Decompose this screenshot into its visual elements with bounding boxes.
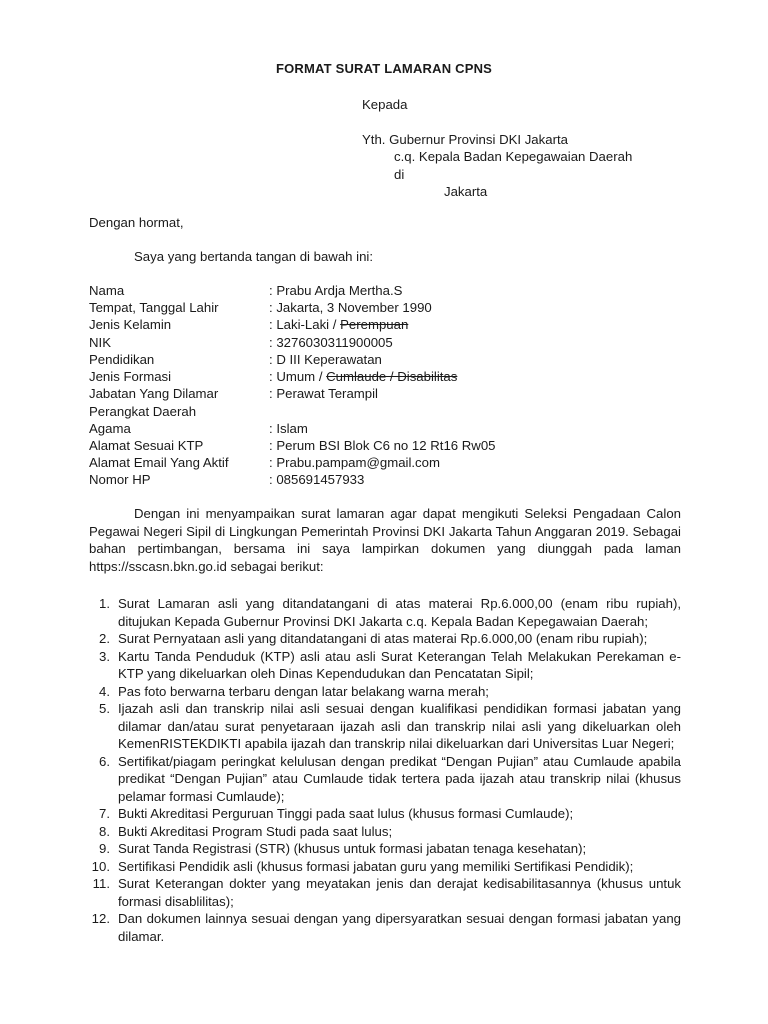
- field-row-jenis-kelamin: [89, 316, 496, 333]
- field-label: Jabatan Yang Dilamar Perangkat Daerah: [89, 386, 219, 419]
- list-number: 2.: [99, 631, 110, 646]
- list-text: Pas foto berwarna terbaru dengan latar belakang warna merah;: [118, 683, 489, 699]
- list-item: [89, 753, 681, 806]
- field-value: : Prabu Ardja Mertha.S: [269, 283, 403, 298]
- list-text: Surat Tanda Registrasi (STR) (khusus untuk formasi jabatan tenaga kesehatan);: [118, 841, 587, 856]
- field-row-nomor-hp: [89, 471, 496, 488]
- list-number: 6.: [99, 753, 110, 769]
- body-paragraph: Dengan ini menyampaikan surat lamaran agar dapat mengikuti Seleksi Pengadaan Calon Pegawai Negeri Sipil di Lingkungan Pemerintah Provinsi DKI Jakarta Tahun Anggaran 2019. Sebagai bahan pertimbangan, bersama ini saya lampirkan dokumen yang diunggah pada laman https://sscasn.bkn.go.id sebagai berikut:: [89, 506, 681, 574]
- field-value: : Perawat Terampil: [269, 386, 378, 402]
- field-row-email: [89, 454, 496, 471]
- field-label: Agama: [89, 420, 131, 436]
- field-value: : D III Keperawatan: [269, 351, 382, 367]
- field-label: Jenis Formasi: [89, 368, 172, 384]
- field-label: Jenis Kelamin: [89, 317, 172, 333]
- field-value: [269, 316, 408, 333]
- list-number: 9.: [99, 841, 110, 856]
- list-text: Sertifikasi Pendidik asli (khusus formasi jabatan guru yang memiliki Sertifikasi Pendidik);: [118, 858, 634, 874]
- field-value-main: : Laki-Laki /: [269, 317, 341, 333]
- list-text: Dan dokumen lainnya sesuai dengan yang dipersyaratkan sesuai dengan formasi jabatan yang dilamar.: [118, 911, 681, 944]
- list-number: 7.: [99, 806, 110, 821]
- field-row-ttl: [89, 299, 496, 316]
- field-label: Nomor HP: [89, 472, 151, 488]
- list-number: 8.: [99, 823, 110, 839]
- applicant-fields: [89, 282, 496, 488]
- field-row-pendidikan: [89, 351, 496, 368]
- list-item: [89, 875, 681, 910]
- field-label: Alamat Email Yang Aktif: [89, 454, 229, 470]
- list-number: 1.: [99, 596, 110, 611]
- field-value-struck: Perempuan: [340, 317, 409, 333]
- field-row-nik: [89, 334, 496, 351]
- list-number: 3.: [99, 648, 110, 664]
- field-value-struck: Cumlaude / Disabilitas: [326, 368, 458, 384]
- list-text: Sertifikat/piagam peringkat kelulusan dengan predikat “Dengan Pujian” atau Cumlaude apabila predikat “Dengan Pujian” atau Cumlaude tidak tertera pada ijazah atau transkrip nilai (khusus pelamar formasi Cumlaude);: [118, 753, 681, 804]
- list-item: [89, 700, 681, 753]
- recipient-address: [362, 96, 632, 201]
- list-text: Bukti Akreditasi Program Studi pada saat lulus;: [118, 823, 393, 839]
- list-text: Bukti Akreditasi Perguruan Tinggi pada saat lulus (khusus formasi Cumlaude);: [118, 806, 574, 821]
- list-number: 4.: [99, 683, 110, 699]
- list-text: Ijazah asli dan transkrip nilai asli sesuai dengan kualifikasi pendidikan formasi jabatan yang dilamar dan/atau surat penyetaraan ijazah asli dan transkrip nilai asli yang dikeluarkan oleh KemenRISTEKDIKTI apabila ijazah dan transkrip nilai dikeluarkan dari Universitas Luar Negeri;: [118, 701, 681, 751]
- field-row-nama: [89, 282, 496, 299]
- address-di: di: [394, 166, 405, 182]
- list-item: [89, 630, 681, 648]
- field-row-jabatan: [89, 385, 496, 419]
- field-value: : 3276030311900005: [269, 334, 393, 350]
- list-item: [89, 648, 681, 683]
- field-value: [269, 368, 457, 385]
- address-cq: c.q. Kepala Badan Kepegawaian Daerah: [394, 149, 633, 164]
- letter-title: FORMAT SURAT LAMARAN CPNS: [275, 61, 493, 76]
- greeting: Dengan hormat,: [89, 215, 184, 230]
- list-item: [89, 840, 681, 858]
- list-number: 5.: [99, 701, 110, 716]
- attachment-list: [89, 595, 681, 945]
- list-number: 10.: [91, 858, 110, 874]
- list-number: 11.: [92, 876, 110, 891]
- address-to: Kepada: [362, 97, 408, 112]
- list-item: [89, 910, 681, 945]
- field-row-agama: [89, 420, 496, 437]
- field-label: Tempat, Tanggal Lahir: [89, 300, 219, 316]
- field-value: : Islam: [269, 420, 308, 436]
- list-item: [89, 858, 681, 876]
- field-value: : 085691457933: [269, 472, 365, 488]
- list-item: [89, 823, 681, 841]
- list-number: 12.: [91, 911, 110, 926]
- list-text: Surat Pernyataan asli yang ditandatangani di atas materai Rp.6.000,00 (enam ribu rupiah);: [118, 631, 648, 646]
- field-label: Alamat Sesuai KTP: [89, 437, 204, 453]
- address-city: Jakarta: [444, 184, 488, 199]
- address-yth: Yth. Gubernur Provinsi DKI Jakarta: [362, 131, 568, 147]
- list-item: [89, 805, 681, 823]
- list-text: Kartu Tanda Penduduk (KTP) asli atau asli Surat Keterangan Telah Melakukan Perekaman e-KTP yang dikeluarkan oleh Dinas Kependudukan dan Pencatatan Sipil;: [118, 648, 681, 681]
- field-value: : Prabu.pampam@gmail.com: [269, 454, 440, 470]
- list-text: Surat Keterangan dokter yang meyatakan jenis dan derajat kedisabilitasannya (khusus untuk formasi disablilitas);: [118, 876, 681, 909]
- field-value-main: : Umum /: [269, 368, 327, 384]
- field-value: : Jakarta, 3 November 1990: [269, 300, 432, 316]
- field-label: Nama: [89, 283, 125, 298]
- list-text: Surat Lamaran asli yang ditandatangani di atas materai Rp.6.000,00 (enam ribu rupiah), ditujukan Kepada Gubernur Provinsi DKI Jakarta c.q. Kepala Badan Kepegawaian Daerah;: [118, 596, 681, 629]
- intro-line: Saya yang bertanda tangan di bawah ini:: [134, 249, 374, 264]
- field-row-jenis-formasi: [89, 368, 496, 385]
- field-row-alamat-ktp: [89, 437, 496, 454]
- field-label: Pendidikan: [89, 351, 155, 367]
- list-item: [89, 595, 681, 630]
- field-label: NIK: [89, 334, 111, 350]
- field-value: : Perum BSI Blok C6 no 12 Rt16 Rw05: [269, 437, 496, 453]
- list-item: [89, 683, 681, 701]
